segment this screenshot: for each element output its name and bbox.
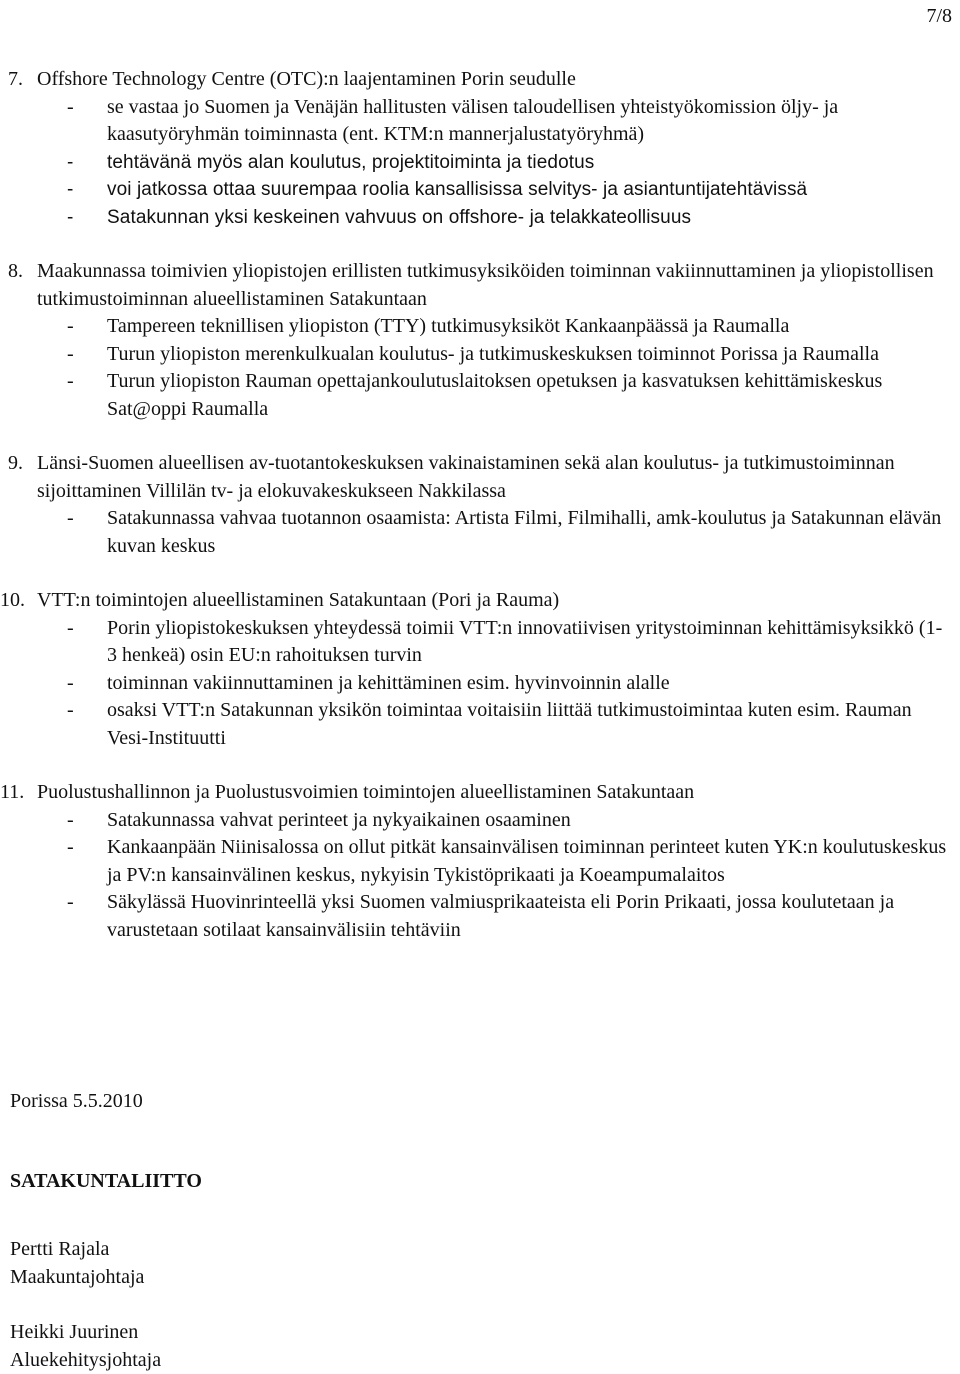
bullet-item: - Satakunnassa vahvat perinteet ja nykyaikainen osaaminen xyxy=(67,808,571,831)
item-title: Länsi-Suomen alueellisen av-tuotantokeskuksen vakinaistaminen sekä alan koulutus- ja tutkimustoiminnan sijoittaminen Villilän tv- ja elokuvakeskukseen Nakkilassa xyxy=(37,452,895,502)
bullet-item: - Säkylässä Huovinrinteellä yksi Suomen valmiusprikaateista eli Porin Prikaati, jossa koulutetaan ja varustetaan sotilaat kansainvälisiin tehtäviin xyxy=(67,891,895,941)
document-body xyxy=(0,66,950,944)
signatory-name: Pertti Rajala xyxy=(10,1238,110,1260)
signatory-title: Maakuntajohtaja xyxy=(10,1266,145,1288)
bullet-list xyxy=(0,505,950,560)
item-title: Puolustushallinnon ja Puolustusvoimien toimintojen alueellistaminen Satakuntaan xyxy=(37,781,695,803)
bullet-item: - Tampereen teknillisen yliopiston (TTY) tutkimusyksiköt Kankaanpäässä ja Raumalla xyxy=(67,315,790,337)
item-heading xyxy=(0,779,950,807)
bullet-list xyxy=(0,94,950,232)
list-item-11 xyxy=(0,779,950,944)
item-title: Offshore Technology Centre (OTC):n laajentaminen Porin seudulle xyxy=(37,68,576,90)
item-number: 9. xyxy=(8,452,23,474)
item-number: 11. xyxy=(0,781,25,803)
bullet-item: - Satakunnan yksi keskeinen vahvuus on offshore- ja telakkateollisuus xyxy=(67,206,692,228)
bullet-item: - tehtävänä myös alan koulutus, projektitoiminta ja tiedotus xyxy=(67,151,595,173)
signatory xyxy=(10,1318,202,1374)
bullet-item: - osaksi VTT:n Satakunnan yksikön toimintaa voitaisiin liittää tutkimustoimintaa kuten esim. Rauman Vesi-Instituutti xyxy=(67,699,912,749)
item-number: 8. xyxy=(8,260,23,282)
list-item-10 xyxy=(0,587,950,752)
bullet-item: - voi jatkossa ottaa suurempaa roolia kansallisissa selvitys- ja asiantuntijatehtävissä xyxy=(67,179,808,200)
item-title: Maakunnassa toimivien yliopistojen erillisten tutkimusyksiköiden toiminnan vakiinnuttaminen ja yliopistollisen tutkimustoiminnan alueellistaminen Satakuntaan xyxy=(37,260,934,310)
closing-block xyxy=(10,1087,202,1374)
bullet-item: - Satakunnassa vahvaa tuotannon osaamista: Artista Filmi, Filmihalli, amk-koulutus ja Satakunnan elävän kuvan keskus xyxy=(67,507,942,557)
bullet-item: - se vastaa jo Suomen ja Venäjän hallitusten välisen taloudellisen yhteistyökomission öljy- ja kaasutyöryhmän toiminnasta (ent. KTM:n mannerjalustatyöryhmä) xyxy=(67,95,839,145)
list-item-7 xyxy=(0,66,950,231)
organization-name: SATAKUNTALIITTO xyxy=(10,1170,202,1192)
list-item-9 xyxy=(0,450,950,560)
list-item-8 xyxy=(0,258,950,423)
bullet-item: - toiminnan vakiinnuttaminen ja kehittäminen esim. hyvinvoinnin alalle xyxy=(67,671,670,694)
item-number: 7. xyxy=(8,68,23,90)
place-date: Porissa 5.5.2010 xyxy=(10,1090,143,1112)
item-heading xyxy=(0,450,950,505)
item-heading xyxy=(0,258,950,313)
bullet-item: - Turun yliopiston merenkulkualan koulutus- ja tutkimuskeskuksen toiminnot Porissa ja Raumalla xyxy=(67,342,879,365)
signatory-name: Heikki Juurinen xyxy=(10,1321,139,1343)
bullet-item: - Kankaanpään Niinisalossa on ollut pitkät kansainvälisen toiminnan perinteet kuten YK:n koulutuskeskus ja PV:n kansainvälinen keskus, nykyisin Tykistöprikaati ja Koeampumalaitos xyxy=(67,836,947,886)
signatory xyxy=(10,1235,202,1291)
item-heading xyxy=(0,587,950,615)
bullet-list xyxy=(0,807,950,945)
item-number: 10. xyxy=(0,589,25,611)
bullet-list xyxy=(0,615,950,753)
item-title: VTT:n toimintojen alueellistaminen Satakuntaan (Pori ja Rauma) xyxy=(37,589,560,611)
bullet-list xyxy=(0,313,950,423)
bullet-item: - Turun yliopiston Rauman opettajankoulutuslaitoksen opetuksen ja kasvatuksen kehittämiskeskus Sat@oppi Raumalla xyxy=(67,370,883,420)
bullet-item: - Porin yliopistokeskuksen yhteydessä toimii VTT:n innovatiivisen yritystoiminnan kehittämisyksikkö (1-3 henkeä) osin EU:n rahoituksen turvin xyxy=(67,616,943,666)
item-heading xyxy=(0,66,950,94)
signatory-title: Aluekehitysjohtaja xyxy=(10,1349,162,1371)
page-number: 7/8 xyxy=(926,5,952,27)
